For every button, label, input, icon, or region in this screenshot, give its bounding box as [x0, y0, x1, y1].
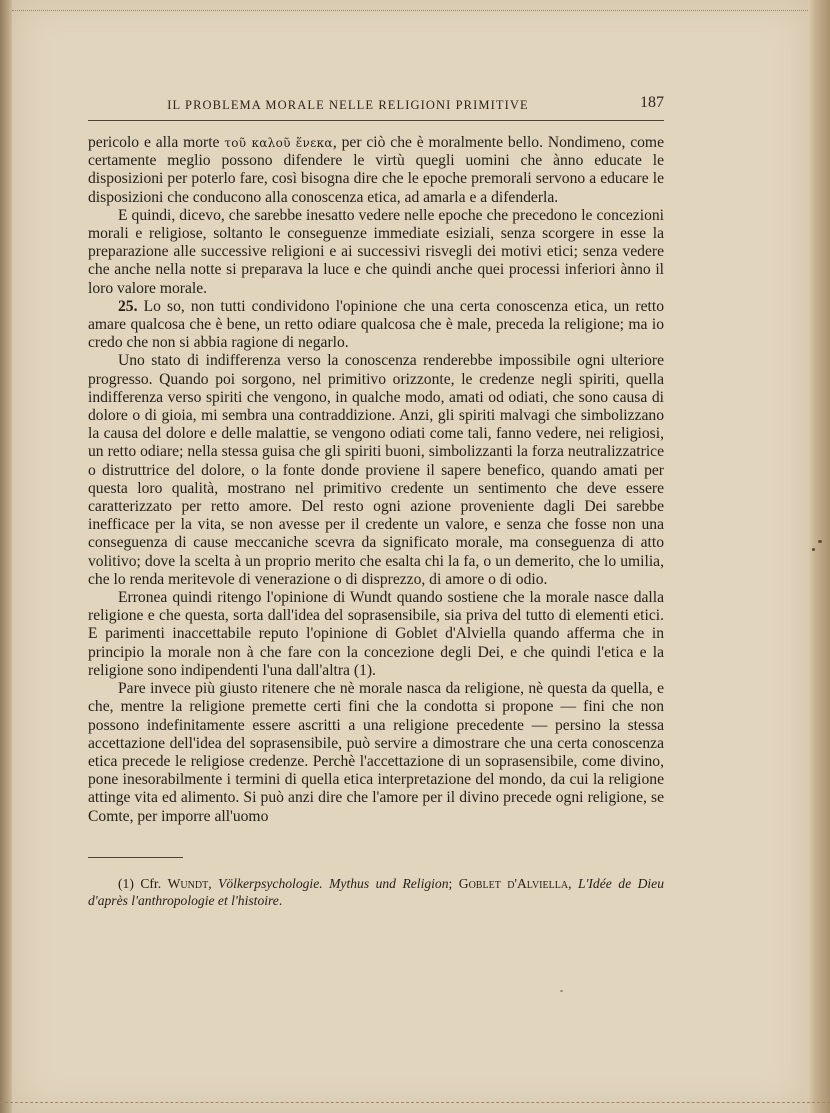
footnote-title-2: L'Idée de Dieu d'après l'anthropologie et l'histoire: [88, 876, 664, 908]
paper-speck: [560, 990, 563, 992]
footnote-mark: (1) Cfr.: [118, 876, 168, 891]
paragraph-4: Uno stato di indifferenza verso la conoscenza renderebbe impossibile ogni ulteriore progresso. Quando poi sorgono, nel primitivo orizzonte, le credenze negli spiriti, quella indifferenza verso spiriti che vengono, in qualche modo, amati od odiati, che sono causa di dolore o di gioia, mi sembra una contraddizione. Anzi, gli spiriti malvagi che simbolizzano la causa del dolore e delle malattie, se vengono odiati come tali, fanno vedere, nei religiosi, un retto odiare; nella stessa guisa che gli spiriti buoni, simbolizzanti la forza neutralizzatrice o distruttrice del dolore, o la fonte donde proviene il sapere benefico, quando amati per questa loro qualità, mostrano nel primitivo credente un sentimento che deve essere caratterizzato per retto amore. Del resto ogni azione proveniente dagli Dei sarebbe inefficace per la vita, se non avesse per il credente un valore, e senza che fosse non una conseguenza di cause meccaniche scevra da significato morale, ma conseguenza di atto volitivo; dove la scelta à un proprio merito che esalta chi la fa, o un demerito, che lo umilia, che lo renda meritevole di venerazione o di disprezzo, di amore o di odio.: [88, 352, 664, 588]
footnote-end: .: [278, 893, 283, 908]
footnote: [88, 875, 664, 909]
footnote-sep-3: ,: [568, 876, 578, 891]
footnote-rule: [88, 857, 183, 858]
running-header: [88, 96, 664, 121]
page-bottom-edge: [0, 1102, 830, 1103]
section-number: 25.: [118, 297, 138, 315]
paragraph-5: Erronea quindi ritengo l'opinione di Wundt quando sostiene che la morale nasce dalla religione e che questa, sorta dall'idea del soprasensibile, sia priva del tutto di elementi etici. E parimenti inaccettabile reputo l'opinione di Goblet d'Alviella quando afferma che in principio la morale non à che fare con la concezione degli Dei, e che quindi l'etica e la religione sono indipendenti l'una dall'altra (1).: [88, 589, 664, 679]
paragraph-1-end: , per ciò che è moralmente bello. Nondimeno, come certamente meglio possono difendere le virtù quegli uomini che ànno educate le disposizioni per poterlo fare, così bisogna dire che le epoche premorali servono a educare le disposizioni che conducono alla conoscenza etica, ad amarla e a difenderla.: [88, 134, 664, 206]
paragraph-1: [88, 134, 664, 207]
greek-phrase: τοῦ καλοῦ ἕνεκα: [224, 136, 333, 150]
paragraph-3-text: Lo so, non tutti condividono l'opinione che una certa conoscenza etica, un retto amare qualcosa che è bene, un retto odiare qualcosa che è male, preceda la religione; ma io credo che non si abbia ragione di negarlo.: [88, 297, 664, 352]
page-right-edge: [808, 0, 830, 1113]
paragraph-2: E quindi, dicevo, che sarebbe inesatto vedere nelle epoche che precedono le concezioni morali e religiose, soltanto le conseguenze immediate esiziali, senza scorgere in esse la preparazione alle successive religioni e ai successivi risvegli dei motivi etici; senza vedere che anche nella notte si preparava la luce e che quindi anche quei processi inferiori ànno il loro valore morale.: [88, 206, 664, 297]
page-number: 187: [640, 94, 664, 111]
footnote-title-1: Völkerpsychologie. Mythus und Religion: [218, 876, 449, 891]
main-text: [88, 134, 664, 826]
paragraph-3: [88, 298, 664, 353]
paper-speck: [818, 540, 822, 543]
page-top-edge: [12, 0, 810, 11]
paragraph-1-start: pericolo e alla morte: [88, 134, 225, 151]
footnote-author-2: Goblet d'Alviella: [458, 876, 569, 891]
footnote-sep-2: ;: [448, 876, 459, 891]
paragraph-6: Pare invece più giusto ritenere che nè morale nasca da religione, nè questa da quella, e che, mentre la religione premette certi fini che la condotta si propone — fini che non possono indefinitamente essere ascritti a una religione precedente — persino la stessa accettazione dell'idea del soprasensibile, può servire a dimostrare che una certa conoscenza etica precede le religiose credenze. Perchè l'accettazione di un soprasensibile, come divino, pone inesorabilmente i termini di quella etica interpretazione del mondo, da cui la religione attinge vita ed alimento. Si può anzi dire che l'amore per il divino precede ogni religione, se Comte, per imporre all'uomo: [88, 680, 664, 825]
footnote-sep-1: ,: [208, 876, 219, 891]
footnote-text: [88, 875, 664, 909]
paper-speck: [812, 548, 815, 551]
running-title: IL PROBLEMA MORALE NELLE RELIGIONI PRIMITIVE: [167, 98, 529, 112]
footnote-author-1: Wundt: [167, 876, 209, 891]
